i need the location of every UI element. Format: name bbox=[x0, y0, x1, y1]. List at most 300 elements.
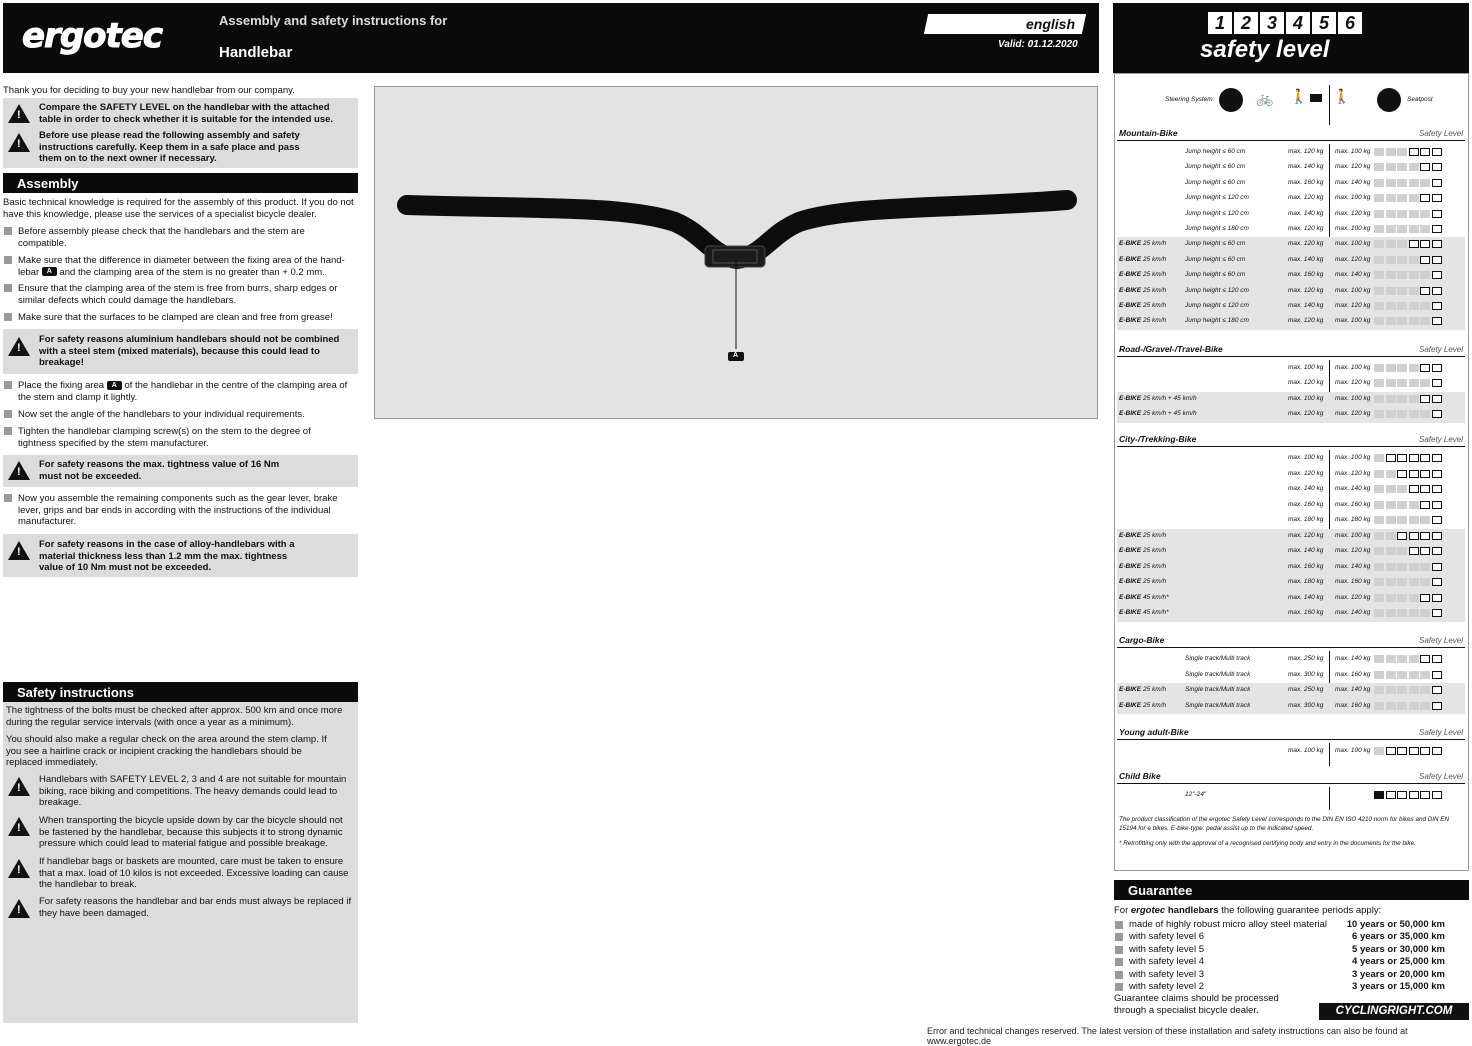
max-weight-seatpost: max. 160 kg bbox=[1335, 578, 1371, 585]
max-weight-seatpost: max. 120 kg bbox=[1335, 255, 1371, 263]
warning-text: For safety reasons in the case of alloy-handlebars with a material thickness less than 1.2 mm the max. tightness value of 10 Nm must not be exceeded. bbox=[39, 539, 295, 573]
safety-level-box bbox=[1374, 210, 1384, 218]
safety-level-box bbox=[1420, 563, 1430, 571]
max-weight-steering: max. 120 kg bbox=[1288, 148, 1324, 155]
condition-label: Jump height ≤ 60 cm bbox=[1185, 148, 1246, 155]
ebike-label: E-BIKE bbox=[1119, 410, 1142, 418]
safety-level-box bbox=[1409, 516, 1419, 524]
ebike-label: E-BIKE bbox=[1119, 593, 1142, 601]
speed-label: 25 km/h + 45 km/h bbox=[1143, 410, 1197, 418]
safety-level-box bbox=[1420, 148, 1430, 156]
safety-level-box bbox=[1420, 702, 1430, 710]
rider-icon: 🚶 bbox=[1290, 88, 1308, 104]
figure-key-label: A bbox=[733, 352, 739, 359]
assembly-step bbox=[18, 255, 358, 278]
ebike-label: E-BIKE bbox=[1119, 317, 1142, 325]
category-name: Young adult-Bike bbox=[1119, 727, 1189, 737]
safety-level-box bbox=[1397, 547, 1407, 555]
top-warning-text: Before use please read the following assembly and safety instructions carefully. Keep them in a safe place and pass them on to the next owner if necessary. bbox=[39, 130, 300, 164]
warning-icon bbox=[8, 541, 30, 560]
safety-level-box bbox=[1409, 256, 1419, 264]
safety-level-box bbox=[1420, 791, 1430, 799]
safety-level-box bbox=[1374, 791, 1384, 799]
max-weight-steering: max. 120 kg bbox=[1288, 531, 1324, 539]
assembly-step: Ensure that the clamping area of the stem is free from burrs, sharp edges or similar defects which could damage the handlebars. bbox=[18, 283, 338, 306]
max-weight-steering: max. 160 kg bbox=[1288, 609, 1324, 616]
safety-level-box bbox=[1432, 501, 1442, 509]
speed-label: 25 km/h bbox=[1143, 302, 1167, 309]
guarantee-label: with safety level 5 bbox=[1129, 943, 1204, 955]
safety-level-box bbox=[1432, 578, 1442, 586]
condition-label: Single track/Multi track bbox=[1185, 655, 1251, 662]
condition-label: Single track/Multi track bbox=[1185, 701, 1251, 709]
speed-label: 25 km/h bbox=[1143, 686, 1167, 693]
safety-level-box bbox=[1386, 532, 1396, 540]
safety-level-box bbox=[1432, 379, 1442, 387]
safety-level-box bbox=[1409, 364, 1419, 372]
condition-label: Jump height ≤ 60 cm bbox=[1185, 255, 1246, 263]
max-weight-seatpost: max. 120 kg bbox=[1335, 302, 1371, 309]
safety-level-box bbox=[1409, 485, 1419, 493]
condition-label: Jump height ≤ 120 cm bbox=[1185, 302, 1249, 309]
guarantee-period: 3 years or 15,000 km bbox=[1352, 981, 1445, 992]
safety-level-box bbox=[1432, 747, 1442, 755]
safety-level-box bbox=[1386, 702, 1396, 710]
ebike-label: E-BIKE bbox=[1119, 578, 1142, 585]
safety-level-box bbox=[1374, 271, 1384, 279]
ebike-label: E-BIKE bbox=[1119, 609, 1142, 616]
safety-level-box bbox=[1432, 271, 1442, 279]
safety-level-box bbox=[1432, 148, 1442, 156]
max-weight-steering: max. 100 kg bbox=[1288, 747, 1324, 754]
guarantee-period: 6 years or 35,000 km bbox=[1352, 931, 1445, 943]
safety-level-box bbox=[1432, 671, 1442, 679]
safety-level-box bbox=[1374, 148, 1384, 156]
safety-level-box bbox=[1374, 501, 1384, 509]
safety-level-box bbox=[1374, 655, 1384, 663]
safety-level-box bbox=[1386, 747, 1396, 755]
max-weight-seatpost: max. 120 kg bbox=[1335, 410, 1371, 418]
safety-level-box bbox=[1432, 179, 1442, 187]
guarantee-label: with safety level 2 bbox=[1129, 981, 1204, 992]
assembly-step-text: of the handlebar in the centre of the clamping area of the stem and clamp it lightly. bbox=[18, 380, 348, 403]
max-weight-steering: max. 140 kg bbox=[1288, 593, 1324, 601]
safety-level-box bbox=[1374, 547, 1384, 555]
safety-level-box bbox=[1420, 594, 1430, 602]
safety-level-col-label: Safety Level bbox=[1419, 728, 1464, 737]
safety-level-box bbox=[1397, 364, 1407, 372]
speed-label: 45 km/h* bbox=[1143, 593, 1169, 601]
safety-level-box bbox=[1374, 379, 1384, 387]
safety-level-box bbox=[1420, 516, 1430, 524]
ebike-label: E-BIKE bbox=[1119, 255, 1142, 263]
category-rule bbox=[1117, 356, 1465, 357]
safety-level-box bbox=[1432, 594, 1442, 602]
safety-level-box bbox=[1386, 225, 1396, 233]
max-weight-steering: max. 140 kg bbox=[1288, 302, 1324, 309]
safety-level-box bbox=[1374, 563, 1384, 571]
max-weight-steering: max. 120 kg bbox=[1288, 286, 1324, 294]
safety-level-box bbox=[1397, 179, 1407, 187]
safety-level-box bbox=[1432, 485, 1442, 493]
safety-level-box bbox=[1397, 671, 1407, 679]
safety-level-box bbox=[1409, 655, 1419, 663]
bullet-marker bbox=[1115, 921, 1123, 929]
ebike-label: E-BIKE bbox=[1119, 547, 1142, 554]
guarantee-intro bbox=[1114, 905, 1469, 917]
max-weight-seatpost: max. 140 kg bbox=[1335, 686, 1371, 693]
condition-label: Jump height ≤ 60 cm bbox=[1185, 163, 1246, 171]
condition-label: Single track/Multi track bbox=[1185, 670, 1251, 678]
safety-level-box bbox=[1420, 501, 1430, 509]
safety-level-box bbox=[1397, 379, 1407, 387]
safety-level-box bbox=[1420, 747, 1430, 755]
safety-level-box bbox=[1397, 148, 1407, 156]
bullet-marker bbox=[4, 227, 12, 235]
condition-label: Jump height ≤ 60 cm bbox=[1185, 178, 1246, 186]
condition-label: Jump height ≤ 60 cm bbox=[1185, 240, 1246, 248]
safety-level-box bbox=[1420, 302, 1430, 310]
max-weight-seatpost: max. 180 kg bbox=[1335, 516, 1371, 523]
speed-label: 25 km/h + 45 km/h bbox=[1143, 394, 1197, 402]
safety-level-box bbox=[1386, 410, 1396, 418]
bullet-marker bbox=[4, 427, 12, 435]
safety-level-box bbox=[1432, 702, 1442, 710]
safety-level-box bbox=[1409, 454, 1419, 462]
bike-icon: 🚲 bbox=[1256, 90, 1274, 106]
safety-level-box bbox=[1397, 454, 1407, 462]
safety-level-box bbox=[1409, 271, 1419, 279]
safety-level-box bbox=[1432, 256, 1442, 264]
guarantee-heading: Guarantee bbox=[1114, 880, 1469, 900]
max-weight-seatpost: max. 120 kg bbox=[1335, 209, 1371, 217]
safety-level-box bbox=[1386, 379, 1396, 387]
safety-level-box bbox=[1432, 302, 1442, 310]
valid-date: Valid: 01.12.2020 bbox=[998, 39, 1078, 50]
safety-level-box bbox=[1409, 470, 1419, 478]
safety-level-box bbox=[1397, 470, 1407, 478]
max-weight-seatpost: max. 120 kg bbox=[1335, 469, 1371, 477]
seatpost-label: Seatpost bbox=[1407, 96, 1433, 103]
level-number-row bbox=[1208, 12, 1362, 34]
safety-level-box bbox=[1374, 410, 1384, 418]
safety-level-col-label: Safety Level bbox=[1419, 345, 1464, 354]
safety-level-box bbox=[1397, 501, 1407, 509]
max-weight-steering: max. 300 kg bbox=[1288, 670, 1324, 678]
safety-level-box bbox=[1386, 501, 1396, 509]
safety-level-box bbox=[1386, 578, 1396, 586]
guarantee-intro-bold: handlebars bbox=[1167, 905, 1219, 916]
safety-level-box bbox=[1409, 225, 1419, 233]
safety-level-box bbox=[1420, 395, 1430, 403]
condition-label: Jump height ≤ 180 cm bbox=[1185, 225, 1249, 232]
safety-level-box bbox=[1420, 470, 1430, 478]
safety-level-box bbox=[1420, 179, 1430, 187]
safety-level-box bbox=[1374, 671, 1384, 679]
max-weight-seatpost: max. 120 kg bbox=[1335, 379, 1371, 387]
safety-level-box bbox=[1386, 655, 1396, 663]
max-weight-steering: max. 180 kg bbox=[1288, 578, 1324, 585]
category-name: Child Bike bbox=[1119, 771, 1161, 781]
safety-level-box bbox=[1432, 454, 1442, 462]
warning-icon bbox=[8, 461, 30, 480]
level-number: 1 bbox=[1208, 12, 1232, 34]
max-weight-steering: max. 140 kg bbox=[1288, 547, 1324, 554]
safety-level-box bbox=[1374, 194, 1384, 202]
condition-label: Jump height ≤ 180 cm bbox=[1185, 317, 1249, 325]
safety-level-box bbox=[1374, 317, 1384, 325]
guarantee-intro-text: the following guarantee periods apply: bbox=[1221, 905, 1382, 916]
bullet-marker bbox=[4, 313, 12, 321]
max-weight-seatpost: max. 100 kg bbox=[1335, 240, 1371, 248]
safety-level-box bbox=[1432, 317, 1442, 325]
safety-level-box bbox=[1386, 485, 1396, 493]
safety-level-box bbox=[1420, 379, 1430, 387]
safety-level-box bbox=[1397, 240, 1407, 248]
max-weight-steering: max. 100 kg bbox=[1288, 364, 1324, 371]
max-weight-steering: max. 250 kg bbox=[1288, 686, 1324, 693]
bullet-marker bbox=[4, 381, 12, 389]
max-weight-seatpost: max. 160 kg bbox=[1335, 500, 1371, 508]
max-weight-seatpost: max. 100 kg bbox=[1335, 286, 1371, 294]
safety-level-box bbox=[1432, 410, 1442, 418]
luggage-icon bbox=[1310, 94, 1322, 102]
safety-level-box bbox=[1432, 532, 1442, 540]
steering-system-icon bbox=[1219, 88, 1243, 112]
safety-level-box bbox=[1397, 594, 1407, 602]
language-label: english bbox=[1026, 16, 1076, 32]
table-note: * Retrofitting only with the approval of a recognised certifying body and entry in the documents for the bike. bbox=[1119, 840, 1416, 847]
assembly-step: Make sure that the surfaces to be clamped are clean and free from grease! bbox=[18, 312, 333, 323]
max-weight-seatpost: max. 140 kg bbox=[1335, 609, 1371, 616]
safety-level-box bbox=[1386, 240, 1396, 248]
guarantee-brand: ergotec bbox=[1130, 905, 1166, 916]
safety-level-box bbox=[1374, 686, 1384, 694]
safety-level-box bbox=[1374, 609, 1384, 617]
safety-level-box bbox=[1397, 686, 1407, 694]
max-weight-seatpost: max. 100 kg bbox=[1335, 148, 1371, 155]
table-note: The product classification of the ergotec Safety Level corresponds to the DIN EN ISO 4210 norm for bikes and DIN EN 15194 for e bikes. E-bike-type: pedal assist up to the indicated speed. bbox=[1119, 816, 1450, 832]
safety-level-box bbox=[1374, 240, 1384, 248]
safety-level-col-label: Safety Level bbox=[1419, 435, 1464, 444]
safety-level-col-label: Safety Level bbox=[1419, 772, 1464, 781]
safety-warning: When transporting the bicycle upside down by car the bicycle should not be fastened by the handlebar, because this subjects it to strong dynamic pressure which could lead to material fatigue and possible breakage. bbox=[39, 815, 343, 849]
max-weight-seatpost: max. 100 kg bbox=[1335, 364, 1371, 371]
guarantee-period: 10 years or 50,000 km bbox=[1346, 919, 1445, 930]
safety-level-box bbox=[1386, 563, 1396, 571]
max-weight-steering: max. 120 kg bbox=[1288, 469, 1324, 477]
safety-heading: Safety instructions bbox=[3, 682, 358, 702]
max-weight-seatpost: max. 100 kg bbox=[1335, 531, 1371, 539]
ebike-label: E-BIKE bbox=[1119, 302, 1142, 309]
bullet-marker bbox=[1115, 933, 1123, 941]
footer-text: Error and technical changes reserved. The latest version of these installation and safety instructions can also be found at www.ergotec.de bbox=[927, 1026, 1408, 1046]
safety-level-box bbox=[1386, 148, 1396, 156]
assembly-step: Before assembly please check that the handlebars and the stem are compatible. bbox=[18, 226, 305, 249]
category-rule bbox=[1117, 739, 1465, 740]
column-divider bbox=[1329, 85, 1330, 125]
safety-level-box bbox=[1374, 287, 1384, 295]
safety-level-box bbox=[1420, 364, 1430, 372]
guarantee-claims: Guarantee claims should be processed through a specialist bicycle dealer. bbox=[1114, 993, 1279, 1016]
safety-level-box bbox=[1432, 225, 1442, 233]
safety-level-box bbox=[1397, 485, 1407, 493]
warning-text: For safety reasons the max. tightness value of 16 Nm must not be exceeded. bbox=[39, 459, 280, 482]
safety-level-box bbox=[1432, 791, 1442, 799]
max-weight-seatpost: max. 100 kg bbox=[1335, 454, 1371, 461]
condition-label: Single track/Multi track bbox=[1185, 686, 1251, 693]
safety-level-box bbox=[1409, 410, 1419, 418]
ebike-label: E-BIKE bbox=[1119, 531, 1142, 539]
safety-level-box bbox=[1397, 791, 1407, 799]
assembly-step-text: and the clamping area of the stem is no greater than + 0.2 mm. bbox=[59, 266, 325, 278]
safety-level-box bbox=[1397, 410, 1407, 418]
category-rule bbox=[1117, 783, 1465, 784]
guarantee-label: with safety level 4 bbox=[1129, 956, 1204, 968]
bullet-marker bbox=[4, 494, 12, 502]
safety-level-box bbox=[1374, 470, 1384, 478]
safety-level-box bbox=[1420, 609, 1430, 617]
safety-level-box bbox=[1374, 485, 1384, 493]
assembly-step: Tighten the handlebar clamping screw(s) on the stem to the degree of tightness specified by the stem manufacturer. bbox=[18, 426, 311, 449]
category-rule bbox=[1117, 647, 1465, 648]
safety-level-box bbox=[1386, 470, 1396, 478]
safety-level-box bbox=[1432, 686, 1442, 694]
safety-level-box bbox=[1397, 655, 1407, 663]
max-weight-steering: max. 100 kg bbox=[1288, 394, 1324, 402]
bullet-marker bbox=[4, 256, 12, 264]
condition-label: Jump height ≤ 60 cm bbox=[1185, 271, 1246, 279]
safety-warning: If handlebar bags or baskets are mounted, care must be taken to ensure that a max. load of 10 kilos is not exceeded. Excessive loading can cause the handlebar to break. bbox=[39, 856, 349, 890]
safety-level-box bbox=[1397, 317, 1407, 325]
safety-level-box bbox=[1386, 271, 1396, 279]
safety-level-box bbox=[1409, 532, 1419, 540]
warning-icon bbox=[8, 104, 30, 123]
brand-logo: ergotec bbox=[22, 16, 162, 56]
safety-level-box bbox=[1420, 485, 1430, 493]
speed-label: 25 km/h bbox=[1143, 531, 1167, 539]
max-weight-seatpost: max. 100 kg bbox=[1335, 225, 1371, 232]
max-weight-steering: max. 140 kg bbox=[1288, 255, 1324, 263]
safety-level-box bbox=[1397, 163, 1407, 171]
category-name: City-/Trekking-Bike bbox=[1119, 434, 1197, 444]
safety-level-box bbox=[1420, 578, 1430, 586]
safety-level-box bbox=[1409, 194, 1419, 202]
level-number: 5 bbox=[1312, 12, 1336, 34]
safety-level-box bbox=[1432, 287, 1442, 295]
safety-level-box bbox=[1409, 287, 1419, 295]
max-weight-seatpost: max. 160 kg bbox=[1335, 670, 1371, 678]
safety-level-box bbox=[1386, 395, 1396, 403]
assembly-heading: Assembly bbox=[3, 173, 358, 193]
watermark: CYCLINGRIGHT.COM bbox=[1319, 1003, 1469, 1020]
safety-level-box bbox=[1432, 563, 1442, 571]
max-weight-seatpost: max. 120 kg bbox=[1335, 547, 1371, 554]
safety-level-box bbox=[1374, 225, 1384, 233]
max-weight-steering: max. 100 kg bbox=[1288, 454, 1324, 461]
max-weight-steering: max. 120 kg bbox=[1288, 379, 1324, 387]
max-weight-steering: max. 120 kg bbox=[1288, 317, 1324, 325]
max-weight-steering: max. 160 kg bbox=[1288, 271, 1324, 279]
category-name: Road-/Gravel-/Travel-Bike bbox=[1119, 344, 1223, 354]
safety-level-box bbox=[1397, 271, 1407, 279]
handlebar-figure bbox=[374, 86, 1098, 419]
safety-level-box bbox=[1409, 791, 1419, 799]
rider-pack-icon: 🚶 bbox=[1333, 88, 1351, 104]
guarantee-label: with safety level 6 bbox=[1129, 931, 1204, 943]
safety-level-box bbox=[1374, 364, 1384, 372]
max-weight-seatpost: max. 100 kg bbox=[1335, 194, 1371, 202]
max-weight-steering: max. 120 kg bbox=[1288, 240, 1324, 248]
safety-level-box bbox=[1420, 686, 1430, 694]
safety-level-box bbox=[1420, 163, 1430, 171]
max-weight-steering: max. 140 kg bbox=[1288, 163, 1324, 171]
safety-level-box bbox=[1374, 747, 1384, 755]
max-weight-seatpost: max. 140 kg bbox=[1335, 178, 1371, 186]
condition-label: Jump height ≤ 120 cm bbox=[1185, 209, 1249, 217]
safety-level-box bbox=[1420, 287, 1430, 295]
category-rule bbox=[1117, 140, 1465, 141]
warning-text: For safety reasons aluminium handlebars should not be combined with a steel stem (mixed materials), because this could lead to breakage! bbox=[39, 334, 340, 368]
safety-level-box bbox=[1397, 563, 1407, 571]
doc-title: Assembly and safety instructions for bbox=[219, 13, 448, 28]
warning-icon bbox=[8, 817, 30, 836]
safety-level-box bbox=[1409, 317, 1419, 325]
max-weight-seatpost: max. 140 kg bbox=[1335, 485, 1371, 492]
safety-level-box bbox=[1420, 547, 1430, 555]
safety-level-box bbox=[1420, 655, 1430, 663]
safety-warning: Handlebars with SAFETY LEVEL 2, 3 and 4 are not suitable for mountain biking, race biking and competitions. The heavy demands could lead to breakage. bbox=[39, 774, 347, 808]
safety-level-box bbox=[1420, 454, 1430, 462]
safety-level-box bbox=[1374, 578, 1384, 586]
max-weight-seatpost: max. 160 kg bbox=[1335, 701, 1371, 709]
speed-label: 25 km/h bbox=[1143, 317, 1167, 325]
safety-level-box bbox=[1409, 210, 1419, 218]
safety-level-box bbox=[1432, 163, 1442, 171]
safety-level-box bbox=[1397, 210, 1407, 218]
guarantee-label: made of highly robust micro alloy steel material bbox=[1129, 919, 1328, 930]
safety-level-box bbox=[1409, 578, 1419, 586]
max-weight-steering: max. 140 kg bbox=[1288, 209, 1324, 217]
assembly-step-text: Place the fixing area bbox=[18, 380, 105, 391]
safety-level-box bbox=[1374, 702, 1384, 710]
safety-level-box bbox=[1397, 609, 1407, 617]
ebike-label: E-BIKE bbox=[1119, 286, 1142, 294]
safety-level-box bbox=[1420, 532, 1430, 540]
column-divider bbox=[1329, 743, 1330, 766]
speed-label: 25 km/h bbox=[1143, 547, 1167, 554]
safety-level-box bbox=[1386, 287, 1396, 295]
ebike-label: E-BIKE bbox=[1119, 562, 1142, 570]
max-weight-seatpost: max. 120 kg bbox=[1335, 593, 1371, 601]
safety-level-box bbox=[1386, 609, 1396, 617]
safety-level-box bbox=[1386, 317, 1396, 325]
safety-level-box bbox=[1420, 225, 1430, 233]
safety-level-box bbox=[1432, 609, 1442, 617]
ebike-label: E-BIKE bbox=[1119, 686, 1142, 693]
safety-level-box bbox=[1386, 547, 1396, 555]
max-weight-seatpost: max. 140 kg bbox=[1335, 271, 1371, 279]
safety-level-box bbox=[1420, 410, 1430, 418]
speed-label: 25 km/h bbox=[1143, 255, 1167, 263]
bullet-marker bbox=[4, 410, 12, 418]
safety-warning: For safety reasons the handlebar and bar ends must always be replaced if they have been damaged. bbox=[39, 896, 352, 919]
warning-icon bbox=[8, 777, 30, 796]
intro-text: Thank you for deciding to buy your new handlebar from our company. bbox=[3, 85, 295, 96]
max-weight-steering: max. 180 kg bbox=[1288, 516, 1324, 523]
safety-level-box bbox=[1397, 747, 1407, 755]
assembly-step: Now set the angle of the handlebars to your individual requirements. bbox=[18, 409, 305, 420]
